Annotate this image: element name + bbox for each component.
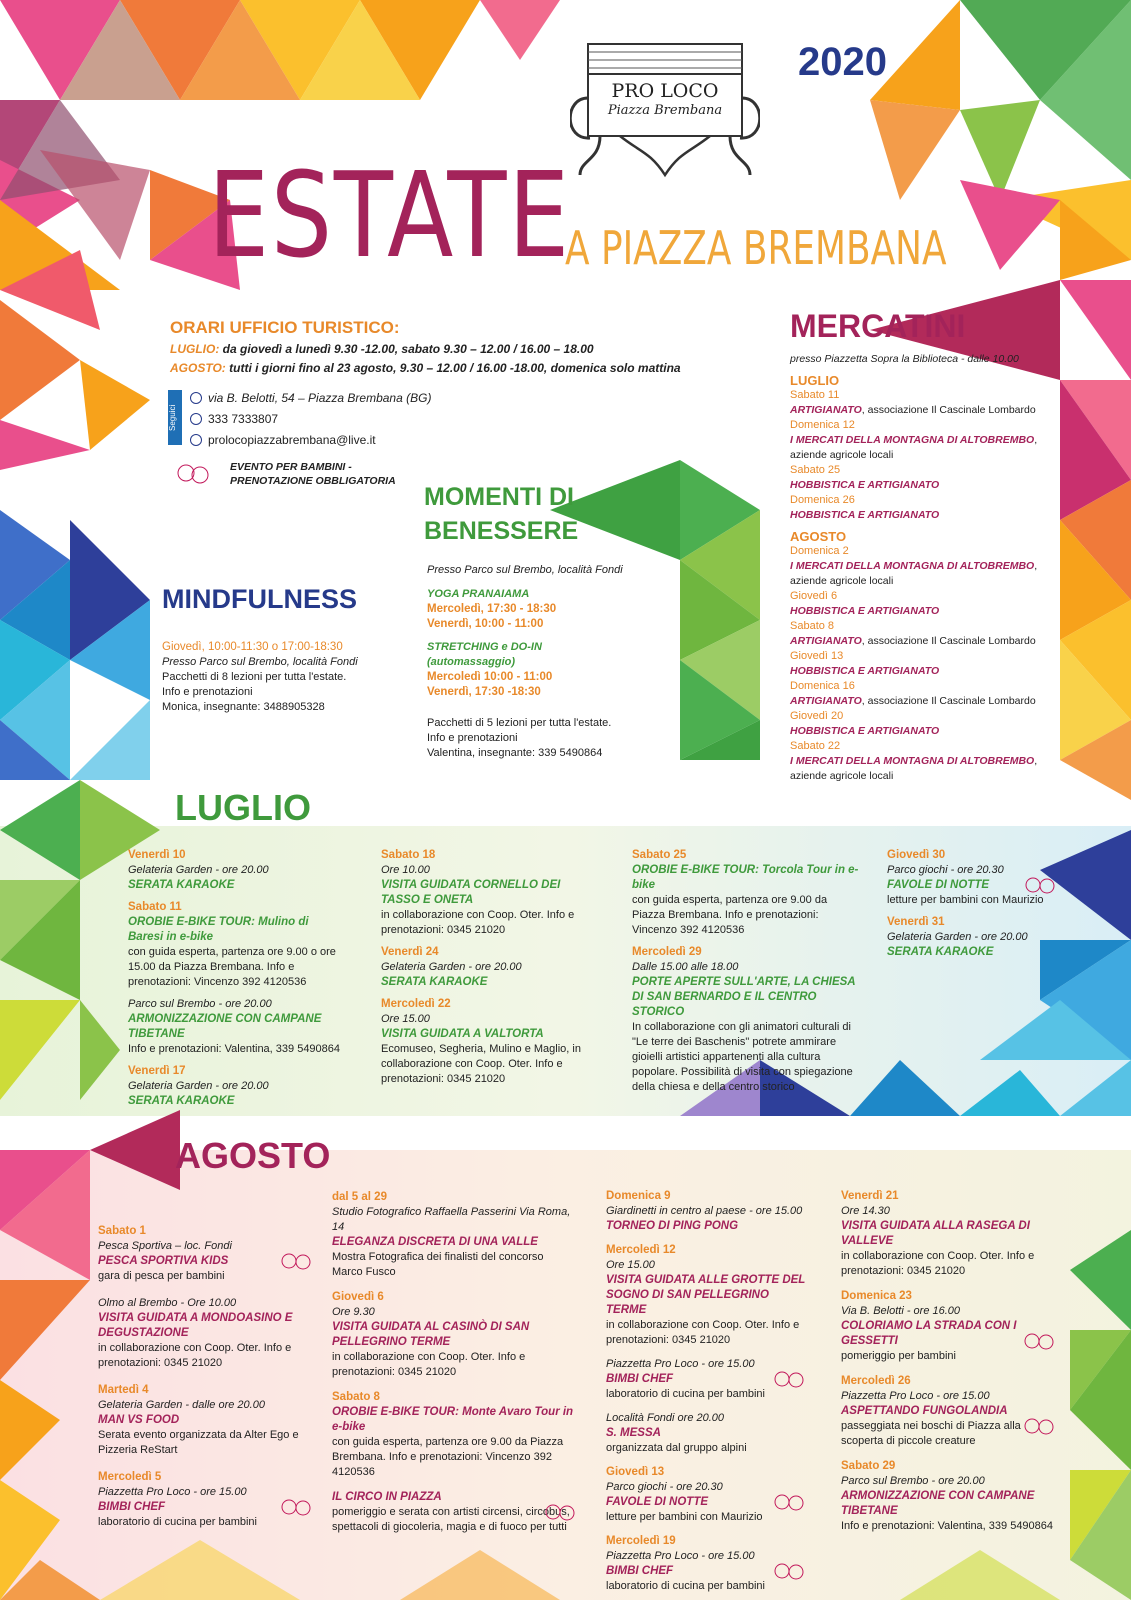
event-day: Sabato 18	[381, 849, 436, 861]
event-title: ASPETTANDO FUNGOLANDIA	[841, 1405, 1008, 1417]
event-item	[128, 997, 343, 1057]
event-place: Ore 14.30	[841, 1205, 890, 1217]
event-title: SERATA KARAOKE	[128, 1095, 235, 1107]
luglio-hours-label: LUGLIO:	[170, 342, 220, 356]
event-title: S. MESSA	[606, 1427, 661, 1439]
luglio-column-4	[887, 848, 1057, 967]
market-item	[790, 388, 1060, 418]
event-place: Piazzetta Pro Loco - ore 15.00	[606, 1358, 755, 1370]
market-name: HOBBISTICA E ARTIGIANATO	[790, 509, 940, 521]
market-item	[790, 739, 1060, 784]
event-item	[98, 1224, 313, 1284]
event-description: in collaborazione con Coop. Oter. Info e prenotazioni: 0345 21020	[606, 1319, 800, 1346]
event-item	[841, 1374, 1056, 1449]
event-description: organizzata dal gruppo alpini	[606, 1442, 747, 1454]
market-day: Sabato 22	[790, 740, 841, 752]
event-item	[332, 1190, 577, 1280]
event-description: Info e prenotazioni: Valentina, 339 5490864	[841, 1520, 1054, 1532]
event-place: Gelateria Garden - ore 20.00	[381, 961, 522, 973]
event-day: Mercoledì 19	[606, 1535, 676, 1547]
benessere-title-1: MOMENTI DI	[424, 483, 574, 511]
market-sub: aziende agricole locali	[790, 575, 894, 587]
event-title: VISITA GUIDATA ALLA RASEGA DI VALLEVE	[841, 1220, 1030, 1247]
event-item	[606, 1243, 806, 1348]
event-place: Parco giochi - ore 20.30	[887, 864, 1004, 876]
event-title: VISITA GUIDATA A MONDOASINO E DEGUSTAZIONE	[98, 1312, 293, 1339]
event-place: Giardinetti in centro al paese - ore 15.00	[606, 1205, 803, 1217]
market-day: Giovedì 13	[790, 650, 844, 662]
agosto-hours: tutti i giorni fino al 23 agosto, 9.30 – 12.00 / 16.00 -18.00, domenica solo mattina	[229, 361, 681, 375]
kids-icon	[279, 1252, 313, 1270]
yoga-time: Venerdì, 10:00 - 11:00	[427, 618, 544, 630]
market-name: HOBBISTICA E ARTIGIANATO	[790, 725, 940, 737]
kids-icon	[772, 1562, 806, 1580]
event-description: gara di pesca per bambini	[98, 1270, 225, 1282]
event-item	[841, 1289, 1056, 1364]
event-title: COLORIAMO LA STRADA CON I GESSETTI	[841, 1320, 1017, 1347]
event-description: Serata evento organizzata da Alter Ego e Pizzeria ReStart	[98, 1429, 299, 1456]
event-title: IL CIRCO IN PIAZZA	[332, 1491, 442, 1503]
event-item	[606, 1189, 806, 1234]
event-item	[606, 1411, 806, 1456]
event-description: in collaborazione con Coop. Oter. Info e prenotazioni: 0345 21020	[98, 1342, 292, 1369]
year: 2020	[798, 40, 887, 84]
event-description: Mostra Fotografica dei finalisti del concorso Marco Fusco	[332, 1251, 544, 1278]
event-title: VISITA GUIDATA CORNELLO DEI TASSO E ONETA	[381, 879, 561, 906]
kids-icon	[279, 1498, 313, 1516]
event-item	[841, 1459, 1056, 1534]
event-day: Domenica 23	[841, 1290, 912, 1302]
benessere-place: Presso Parco sul Brembo, località Fondi	[427, 564, 623, 576]
event-description: pomeriggio per bambini	[841, 1350, 956, 1362]
stretching-subtitle: (automassaggio)	[427, 656, 516, 668]
kids-legend	[170, 460, 396, 488]
event-description: In collaborazione con gli animatori culturali di "Le terre dei Baschenis" potrete ammirare gioielli artistici appartenenti alla cultura popolare. Possibilità di visita con spiegazione della chiesa e della centro storico	[632, 1021, 853, 1093]
yoga-time: Mercoledì, 17:30 - 18:30	[427, 603, 557, 615]
social-tag[interactable]: Seguici	[168, 390, 182, 445]
event-place: Ore 10.00	[381, 864, 430, 876]
market-sub: aziende agricole locali	[790, 770, 894, 782]
event-item	[381, 848, 601, 938]
benessere-line: Pacchetti di 5 lezioni per tutta l'estate.	[427, 717, 612, 729]
agosto-title: AGOSTO	[175, 1135, 331, 1176]
event-title: PORTE APERTE SULL'ARTE, LA CHIESA DI SAN BERNARDO E IL CENTRO STORICO	[632, 976, 856, 1018]
tourist-office-block	[170, 318, 730, 378]
benessere-title-2: BENESSERE	[424, 517, 579, 545]
mindfulness-place: Presso Parco sul Brembo, località Fondi	[162, 656, 358, 668]
event-title: VISITA GUIDATA ALLE GROTTE DEL SOGNO DI SAN PELLEGRINO TERME	[606, 1274, 806, 1316]
event-day: Giovedì 30	[887, 849, 946, 861]
event-item	[128, 900, 343, 990]
event-description: laboratorio di cucina per bambini	[606, 1388, 765, 1400]
luglio-column-2	[381, 848, 601, 1094]
event-place: Ore 15.00	[606, 1259, 655, 1271]
contact-list	[190, 388, 431, 451]
event-day: Venerdì 21	[841, 1190, 899, 1202]
event-title: BIMBI CHEF	[98, 1501, 166, 1513]
event-day: Domenica 9	[606, 1190, 671, 1202]
event-place: Parco giochi - ore 20.30	[606, 1481, 723, 1493]
tourist-office-title: ORARI UFFICIO TURISTICO:	[170, 318, 400, 337]
event-day: Mercoledì 22	[381, 998, 451, 1010]
event-title: VISITA GUIDATA A VALTORTA	[381, 1028, 544, 1040]
mindfulness-line: Monica, insegnante: 3488905328	[162, 701, 325, 713]
event-day: Venerdì 17	[128, 1065, 186, 1077]
market-day: Domenica 2	[790, 545, 849, 557]
kids-icon	[543, 1503, 577, 1521]
market-name: ARTIGIANATO	[790, 635, 862, 647]
event-item	[128, 848, 343, 893]
luglio-column-3	[632, 848, 862, 1102]
market-sub: aziende agricole locali	[790, 449, 894, 461]
event-day: Giovedì 13	[606, 1466, 665, 1478]
event-place: Dalle 15.00 alle 18.00	[632, 961, 739, 973]
market-day: Giovedì 20	[790, 710, 844, 722]
benessere-line: Info e prenotazioni	[427, 732, 518, 744]
event-day: Mercoledì 12	[606, 1244, 676, 1256]
event-place: Parco sul Brembo - ore 20.00	[841, 1475, 985, 1487]
market-extra: , associazione Il Cascinale Lombardo	[861, 695, 1036, 707]
market-name: HOBBISTICA E ARTIGIANATO	[790, 605, 940, 617]
event-title: MAN VS FOOD	[98, 1414, 180, 1426]
market-extra: , associazione Il Cascinale Lombardo	[861, 404, 1036, 416]
event-item	[98, 1296, 313, 1371]
event-place: Località Fondi ore 20.00	[606, 1412, 725, 1424]
event-title: BIMBI CHEF	[606, 1565, 674, 1577]
event-day: Martedì 4	[98, 1384, 149, 1396]
event-place: Piazzetta Pro Loco - ore 15.00	[606, 1550, 755, 1562]
event-description: Ecomuseo, Segheria, Mulino e Maglio, in collaborazione con Coop. Oter. Info e prenotazioni: 0345 21020	[381, 1043, 581, 1085]
phone[interactable]: 333 7333807	[208, 412, 279, 426]
agosto-column-1	[98, 1224, 313, 1542]
event-place: Ore 9.30	[332, 1306, 375, 1318]
kids-icon	[772, 1370, 806, 1388]
event-title: OROBIE E-BIKE TOUR: Mulino di Baresi in e-bike	[128, 916, 309, 943]
market-item	[790, 679, 1060, 709]
event-item	[887, 848, 1057, 908]
event-item	[98, 1383, 313, 1458]
mercatini-luglio-list	[790, 388, 1060, 523]
logo-line-1: PRO LOCO	[611, 80, 719, 102]
event-description: pomeriggio e serata con artisti circensi, circobus, spettacoli di giocoleria, magia e di fuoco per tutti	[332, 1506, 570, 1533]
market-extra: ,	[1034, 560, 1038, 572]
event-place: Gelateria Garden - dalle ore 20.00	[98, 1399, 265, 1411]
event-description: in collaborazione con Coop. Oter. Info e prenotazioni: 0345 21020	[381, 909, 575, 936]
mercatini-agosto-label: AGOSTO	[790, 529, 847, 544]
market-day: Sabato 8	[790, 620, 835, 632]
market-extra: ,	[1034, 755, 1038, 767]
kids-icon	[1022, 1332, 1056, 1350]
event-item	[632, 848, 862, 938]
event-title: PESCA SPORTIVA KIDS	[98, 1255, 229, 1267]
market-item	[790, 493, 1060, 523]
market-item	[790, 709, 1060, 739]
event-title: TORNEO DI PING PONG	[606, 1220, 739, 1232]
event-place: Parco sul Brembo - ore 20.00	[128, 998, 272, 1010]
event-title: FAVOLE DI NOTTE	[606, 1496, 709, 1508]
market-day: Domenica 16	[790, 680, 855, 692]
page-title: ESTATE	[208, 146, 571, 284]
market-extra: ,	[1034, 434, 1038, 446]
agosto-column-4	[841, 1189, 1056, 1544]
mercatini-block	[790, 352, 1060, 784]
market-name: I MERCATI DELLA MONTAGNA DI ALTOBREMBO	[790, 755, 1035, 767]
event-title: OROBIE E-BIKE TOUR: Torcola Tour in e-bike	[632, 864, 859, 891]
market-day: Sabato 25	[790, 464, 841, 476]
event-place: Piazzetta Pro Loco - ore 15.00	[841, 1390, 990, 1402]
market-name: I MERCATI DELLA MONTAGNA DI ALTOBREMBO	[790, 434, 1035, 446]
email-icon	[190, 434, 202, 446]
event-day: Venerdì 31	[887, 916, 945, 928]
event-description: passeggiata nei boschi di Piazza alla scoperta di piccole creature	[841, 1420, 1021, 1447]
event-title: OROBIE E-BIKE TOUR: Monte Avaro Tour in e-bike	[332, 1406, 574, 1433]
market-item	[790, 463, 1060, 493]
event-item	[887, 915, 1057, 960]
event-description: laboratorio di cucina per bambini	[98, 1516, 257, 1528]
email[interactable]: prolocopiazzabrembana@live.it	[208, 433, 376, 447]
event-day: Mercoledì 26	[841, 1375, 911, 1387]
event-day: Mercoledì 29	[632, 946, 702, 958]
event-description: con guida esperta, partenza ore 9.00 da Piazza Brembana. Info e prenotazioni: Vincenzo 392 4120536	[332, 1436, 564, 1478]
kids-icon	[176, 462, 210, 480]
event-item	[332, 1490, 577, 1535]
event-title: ARMONIZZAZIONE CON CAMPANE TIBETANE	[841, 1490, 1035, 1517]
event-day: Mercoledì 5	[98, 1471, 162, 1483]
market-name: HOBBISTICA E ARTIGIANATO	[790, 479, 940, 491]
event-description: con guida esperta, partenza ore 9.00 o ore 15.00 da Piazza Brembana. Info e prenotazioni: Vincenzo 392 4120536	[128, 946, 336, 988]
market-name: I MERCATI DELLA MONTAGNA DI ALTOBREMBO	[790, 560, 1035, 572]
event-item	[381, 997, 601, 1087]
event-day: Giovedì 6	[332, 1291, 384, 1303]
event-place: Ore 15.00	[381, 1013, 430, 1025]
stretching-time: Mercoledì 10:00 - 11:00	[427, 671, 553, 683]
mindfulness-title: MINDFULNESS	[162, 584, 357, 614]
mercatini-agosto-list	[790, 544, 1060, 784]
event-title: FAVOLE DI NOTTE	[887, 879, 990, 891]
event-title: SERATA KARAOKE	[128, 879, 235, 891]
phone-icon	[190, 413, 202, 425]
market-extra: , associazione Il Cascinale Lombardo	[861, 635, 1036, 647]
event-day: dal 5 al 29	[332, 1191, 387, 1203]
event-place: Gelateria Garden - ore 20.00	[887, 931, 1028, 943]
market-item	[790, 649, 1060, 679]
event-description: letture per bambini con Maurizio	[887, 894, 1044, 906]
event-title: SERATA KARAOKE	[887, 946, 994, 958]
stretching-title: STRETCHING e DO-IN	[427, 641, 542, 653]
market-item	[790, 544, 1060, 589]
event-item	[332, 1290, 577, 1380]
mercatini-title: MERCATINI	[790, 308, 966, 344]
market-item	[790, 418, 1060, 463]
event-place: Studio Fotografico Raffaella Passerini Via Roma, 14	[332, 1206, 571, 1233]
benessere-line: Valentina, insegnante: 339 5490864	[427, 747, 603, 759]
logo-line-2: Piazza Brembana	[607, 103, 723, 118]
kids-note-2: PRENOTAZIONE OBBLIGATORIA	[230, 475, 396, 487]
event-day: Venerdì 24	[381, 946, 439, 958]
luglio-title: LUGLIO	[175, 787, 311, 828]
market-day: Domenica 26	[790, 494, 855, 506]
event-day: Venerdì 10	[128, 849, 186, 861]
market-name: HOBBISTICA E ARTIGIANATO	[790, 665, 940, 677]
event-day: Sabato 8	[332, 1391, 380, 1403]
event-day: Sabato 25	[632, 849, 687, 861]
agosto-hours-label: AGOSTO:	[170, 361, 226, 375]
mindfulness-line: Pacchetti di 8 lezioni per tutta l'estate.	[162, 671, 347, 683]
agosto-column-3	[606, 1189, 806, 1600]
yoga-title: YOGA PRANAIAMA	[427, 588, 530, 600]
event-title: ELEGANZA DISCRETA DI UNA VALLE	[332, 1236, 538, 1248]
event-place: Gelateria Garden - ore 20.00	[128, 1080, 269, 1092]
stretching-time: Venerdì, 17:30 -18:30	[427, 686, 541, 698]
event-description: in collaborazione con Coop. Oter. Info e prenotazioni: 0345 21020	[841, 1250, 1035, 1277]
event-description: laboratorio di cucina per bambini	[606, 1580, 765, 1592]
market-item	[790, 589, 1060, 619]
event-description: letture per bambini con Maurizio	[606, 1511, 763, 1523]
page-subtitle: A PIAZZA BREMBANA	[565, 221, 947, 275]
market-day: Domenica 12	[790, 419, 855, 431]
mercatini-place: presso Piazzetta Sopra la Biblioteca - dalle 10.00	[790, 353, 1019, 365]
event-description: in collaborazione con Coop. Oter. Info e prenotazioni: 0345 21020	[332, 1351, 526, 1378]
market-day: Giovedì 6	[790, 590, 838, 602]
event-item	[632, 945, 862, 1095]
market-day: Sabato 11	[790, 389, 840, 401]
luglio-column-1	[128, 848, 343, 1116]
agosto-column-2	[332, 1190, 577, 1545]
event-item	[606, 1357, 806, 1402]
event-day: Sabato 1	[98, 1225, 146, 1237]
event-place: Gelateria Garden - ore 20.00	[128, 864, 269, 876]
event-place: Pesca Sportiva – loc. Fondi	[98, 1240, 232, 1252]
event-title: VISITA GUIDATA AL CASINÒ DI SAN PELLEGRINO TERME	[332, 1321, 530, 1348]
kids-icon	[1023, 876, 1057, 894]
event-title: SERATA KARAOKE	[381, 976, 488, 988]
kids-icon	[1022, 1417, 1056, 1435]
event-item	[332, 1390, 577, 1480]
address: via B. Belotti, 54 – Piazza Brembana (BG)	[208, 391, 432, 405]
event-description: con guida esperta, partenza ore 9.00 da Piazza Brembana. Info e prenotazioni: Vincenzo 392 4120536	[632, 894, 828, 936]
benessere-block	[427, 563, 667, 761]
mindfulness-time: Giovedì, 10:00-11:30 o 17:00-18:30	[162, 641, 343, 653]
event-day: Sabato 29	[841, 1460, 896, 1472]
event-day: Sabato 11	[128, 901, 182, 913]
market-name: ARTIGIANATO	[790, 404, 862, 416]
benessere-title	[424, 480, 578, 548]
mindfulness-line: Info e prenotazioni	[162, 686, 253, 698]
kids-icon	[772, 1493, 806, 1511]
event-item	[128, 1064, 343, 1109]
event-place: Via B. Belotti - ore 16.00	[841, 1305, 961, 1317]
mercatini-luglio-label: LUGLIO	[790, 373, 840, 388]
market-item	[790, 619, 1060, 649]
event-item	[606, 1534, 806, 1594]
location-pin-icon	[190, 392, 202, 404]
event-description: Info e prenotazioni: Valentina, 339 5490864	[128, 1043, 341, 1055]
mindfulness-block	[162, 640, 382, 715]
event-place: Piazzetta Pro Loco - ore 15.00	[98, 1486, 247, 1498]
market-name: ARTIGIANATO	[790, 695, 862, 707]
event-item	[381, 945, 601, 990]
event-item	[841, 1189, 1056, 1279]
event-title: ARMONIZZAZIONE CON CAMPANE TIBETANE	[128, 1013, 322, 1040]
kids-note-1: EVENTO PER BAMBINI -	[230, 461, 352, 473]
luglio-hours: da giovedì a lunedì 9.30 -12.00, sabato 9.30 – 12.00 / 16.00 – 18.00	[222, 342, 594, 356]
event-title: BIMBI CHEF	[606, 1373, 674, 1385]
event-item	[606, 1465, 806, 1525]
event-place: Olmo al Brembo - Ore 10.00	[98, 1297, 237, 1309]
event-item	[98, 1470, 313, 1530]
